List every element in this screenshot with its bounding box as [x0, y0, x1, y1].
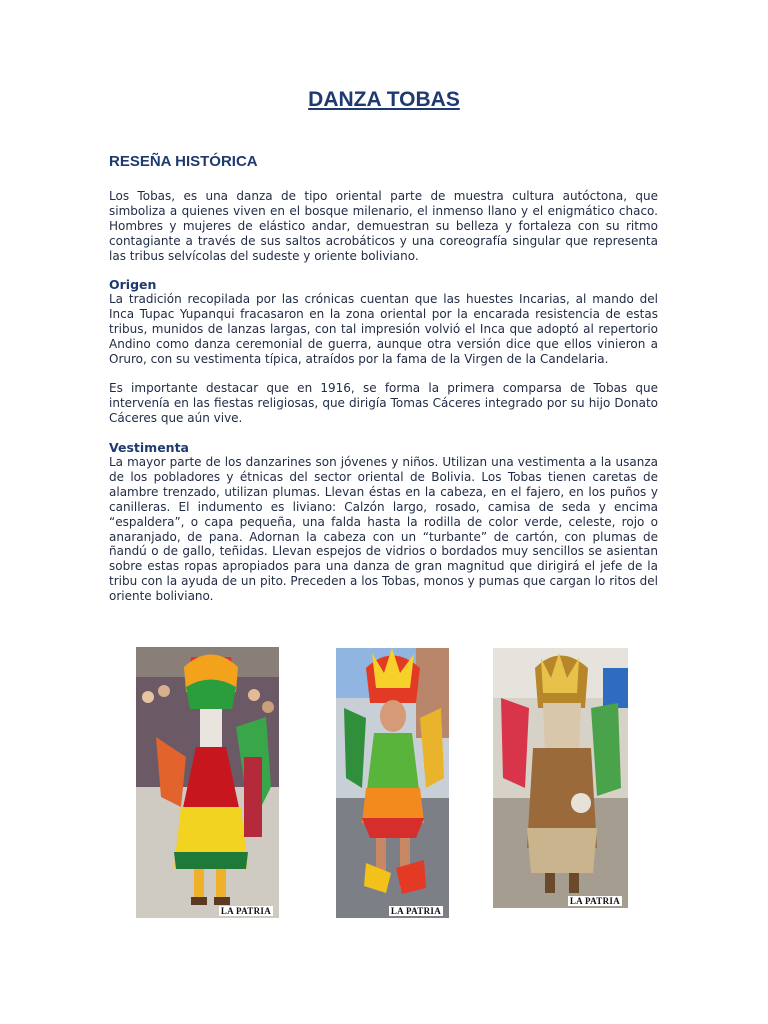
section-heading-resena: RESEÑA HISTÓRICA — [109, 153, 258, 170]
dancer-photo-3-image — [493, 648, 628, 908]
heading-origen: Origen — [109, 277, 157, 292]
dancer-photo-3 — [493, 648, 628, 908]
dancer-photo-1-image — [136, 647, 279, 918]
dancer-photo-1 — [136, 647, 279, 918]
photo-2-caption: LA PATRIA — [390, 906, 441, 916]
document-title: DANZA TOBAS — [308, 88, 460, 111]
dancer-photo-2-image — [336, 648, 449, 918]
heading-vestimenta: Vestimenta — [109, 440, 189, 455]
photo-3-caption: LA PATRIA — [569, 896, 620, 906]
photo-1-caption: LA PATRIA — [220, 906, 271, 916]
intro-paragraph: Los Tobas, es una danza de tipo oriental parte de muestra cultura autóctona, que simboliza a quienes viven en el bosque milenario, el inmenso llano y el enigmático chaco. Hombres y mujeres de elástico andar, demuestran su belleza y fortaleza con su ritmo contagiante a través de sus saltos acrobáticos y una coreografía singular que representa las tribus selvícolas del sudeste y oriente boliviano. — [109, 189, 658, 263]
dancer-photo-2 — [336, 648, 449, 918]
origen-paragraph-1: La tradición recopilada por las crónicas cuentan que las huestes Incarias, al mando del Inca Tupac Yupanqui fracasaron en la zona oriental por la encarada resistencia de estas tribus, munidos de lanzas largas, con tal impresión volvió el Inca que adoptó al repertorio Andino como danza ceremonial de guerra, aunque otra versión dice que ellos vinieron a Oruro, con su vestimenta típica, atraídos por la fama de la Virgen de la Candelaria. — [109, 292, 658, 366]
origen-paragraph-2: Es importante destacar que en 1916, se forma la primera comparsa de Tobas que intervenía en las fiestas religiosas, que dirigía Tomas Cáceres integrado por su hijo Donato Cáceres que aún vive. — [109, 381, 658, 425]
vestimenta-paragraph: La mayor parte de los danzarines son jóvenes y niños. Utilizan una vestimenta a la usanza de los pobladores y étnicas del sector oriental de Bolivia. Los Tobas tienen caretas de alambre trenzado, utilizan plumas. Llevan éstas en la cabeza, en el fajero, en los puños y canilleras. El indumento es liviano: Calzón largo, rosado, camisa de seda y encima “espaldera”, o capa pequeña, una falda hasta la rodilla de color verde, celeste, rojo o anaranjado, de pana. Adornan la cabeza con un “turbante” de cartón, con plumas de ñandú o de gallo, teñidas. Llevan espejos de vidrios o bordados muy sencillos se asientan sobre estas ropas apropiados para una danza de gran magnitud que dirigirá el jefe de la tribu con la ayuda de un pito. Preceden a los Tobas, monos y pumas que cargan lo ritos del oriente boliviano. — [109, 455, 658, 604]
